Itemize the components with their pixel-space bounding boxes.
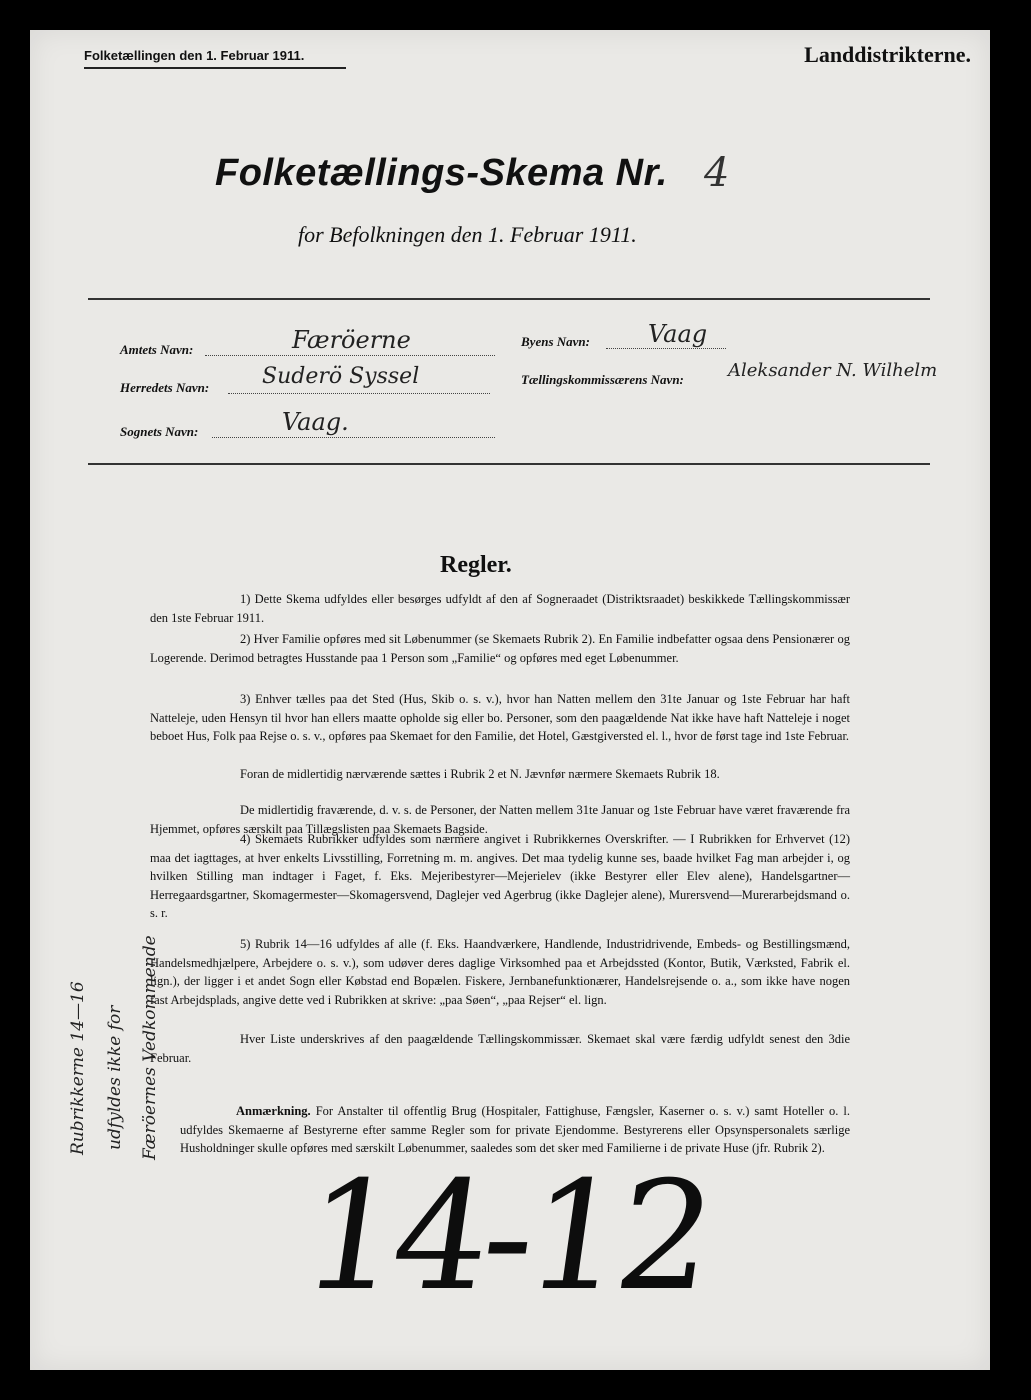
rule-3: 3) Enhver tælles paa det Sted (Hus, Skib o. s. v.), hvor han Natten mellem den 31te Januar og 1ste Februar har haft Natteleje, uden Hensyn til hvor han ellers maatte opholde sig eller bo. Personer, som den paagældende Nat ikke have haft Natteleje i noget beboet Hus, Folk paa Rejse o. s. v., opføres paa Skemaet for den Familie, det Hotel, Gæstgiversted el. l., hvor de først tage ind 1ste Februar. [150,692,850,743]
margin-note-line-1: Rubrikkerne 14—16 [68,981,88,1155]
herred-label: Herredets Navn: [120,380,210,395]
district-type-header: Landdistrikterne. [804,42,971,67]
by-dotted-line [606,348,726,349]
header-underline [84,67,346,69]
remark-lead: Anmærkning. [236,1104,311,1118]
form-number-handwritten: 4 [704,150,730,196]
sogn-value: Vaag. [282,408,349,436]
kommissaer-label: Tællingskommissærens Navn: [521,372,684,387]
rule-3-note-present: Foran de midlertidig nærværende sættes i Rubrik 2 et N. Jævnfør nærmere Skemaets Rubrik 18. [240,767,720,781]
herred-value: Suderö Syssel [262,364,420,389]
top-divider [88,298,930,300]
margin-note-line-3: Færöernes Vedkommende [140,935,160,1160]
form-subtitle: for Befolkningen den 1. Februar 1911. [298,222,637,247]
form-title: Folketællings-Skema Nr. [215,152,668,194]
sogn-dotted-line [212,437,495,438]
amt-dotted-line [205,355,495,356]
rules-heading: Regler. [440,552,512,578]
by-label: Byens Navn: [521,334,590,349]
census-date-header: Folketællingen den 1. Februar 1911. [84,48,305,63]
sogn-label: Sognets Navn: [120,424,199,439]
by-value: Vaag [648,320,708,348]
rule-1: 1) Dette Skema udfyldes eller besørges udfyldt af den af Sogneraadet (Distriktsraadet) beskikkede Tællingskommissær den 1ste Februar 1911. [150,592,850,625]
bottom-divider [88,463,930,465]
rule-5: 5) Rubrik 14—16 udfyldes af alle (f. Eks. Haandværkere, Handlende, Industridrivende, Embeds- og Bestillingsmænd, Handelsmedhjælpere, Arbejdere o. s. v.), som udøver deres daglige Virksomhed paa et Arbejdssted (Kontor, Butik, Værksted, Fabrik el. lign.), der ligger i et andet Sogn eller Købstad end Bopælen. Fiskere, Jernbanefunktionærer, Handelsrejsende o. a., som ikke have nogen fast Arbejdsplads, angive dette ved i Rubrikken at skrive: „paa Søen“, „paa Rejser“ el. lign. [150,937,850,1007]
rule-2: 2) Hver Familie opføres med sit Løbenummer (se Skemaets Rubrik 2). En Familie indbefatter ogsaa dens Pensionærer og Logerende. Derimod betragtes Husstande paa 1 Person som „Familie“ og opføres med eget Løbenummer. [150,632,850,665]
rule-5-signature: Hver Liste underskrives af den paagældende Tællingskommissær. Skemaet skal være færdig udfyldt senest den 3die Februar. [150,1032,850,1065]
amt-value: Færöerne [292,326,411,354]
handwritten-page-number: 14-12 [292,1150,720,1324]
kommissaer-value: Aleksander N. Wilhelm [728,360,938,381]
rule-4: 4) Skemaets Rubrikker udfyldes som nærmere angivet i Rubrikkernes Overskrifter. — I Rubrikken for Erhvervet (12) maa det iagttages, at hver enkelts Livsstilling, Forretning m. m. angives. Det maa tydelig kunne ses, baade hvilket Fag man arbejder i, og hvilken Stilling man indtager i Faget, f. Eks. Mejeribestyrer—Mejerielev (ikke Bestyrer eller Elev alene), Handelsgartner—Herregaardsgartner, Skomagermester—Skomagersvend, Daglejer ved Agerbrug (ikke Daglejer alene), Murersvend—Murerarbejdsmand o. s. r. [150,832,850,920]
remark-text: For Anstalter til offentlig Brug (Hospitaler, Fattighuse, Fængsler, Kaserner o. s. v.) samt Hoteller o. l. udfyldes Skemaerne af Bestyrerne efter samme Regler som for private Ejendomme. Bestyrerens eller Opsynspersonalets særlige Husholdninger skulle opføres med særskilt Løbenummer, saaledes som det sker med Familierne i de private Huse (jfr. Rubrik 2). [180,1104,851,1155]
amt-label: Amtets Navn: [120,342,194,357]
herred-dotted-line [228,393,490,394]
margin-note-line-2: udfyldes ikke for [105,1005,125,1150]
rule-3-note-absent: De midlertidig fraværende, d. v. s. de Personer, der Natten mellem 31te Januar og 1ste Februar have været fraværende fra Hjemmet, opføres særskilt paa Tillægslisten paa Skemaets Bagside. [150,803,850,836]
